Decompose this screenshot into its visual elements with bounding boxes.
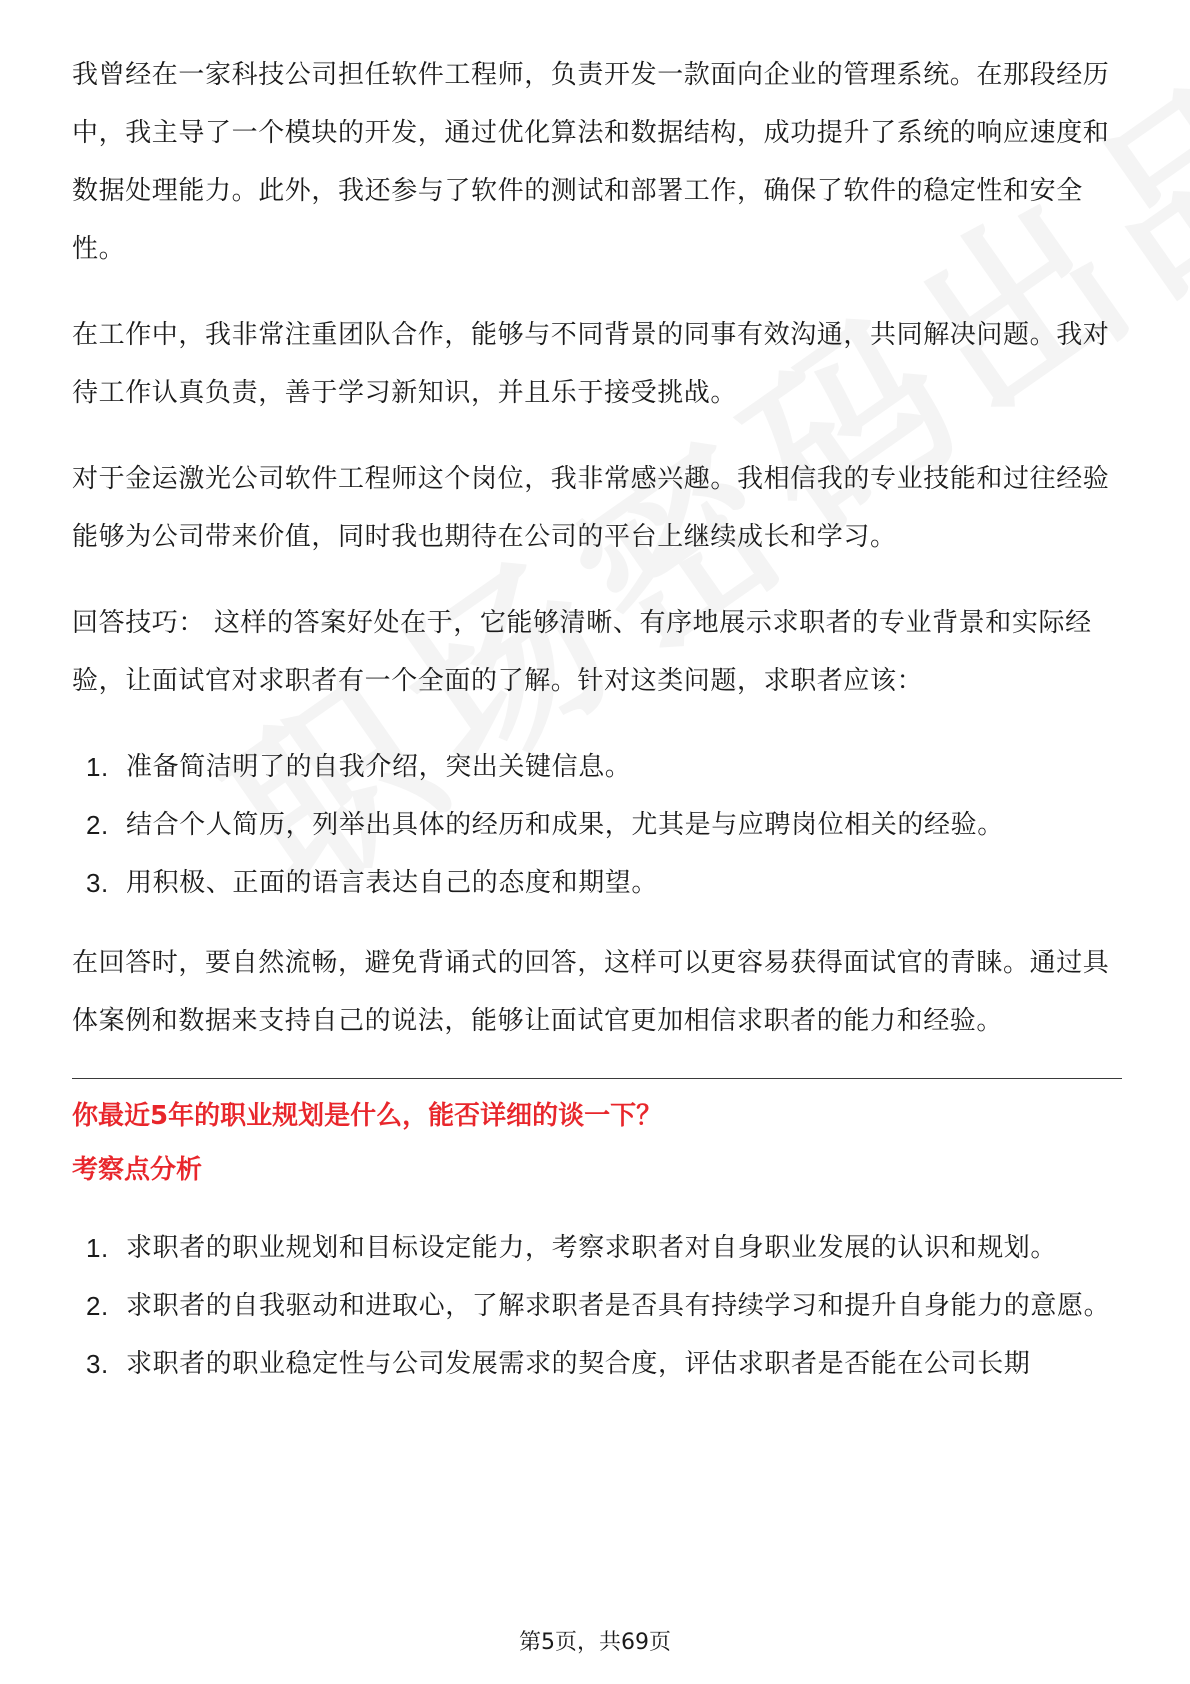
analysis-points-list — [72, 1219, 1122, 1393]
tips-list — [72, 738, 1122, 912]
section-divider — [72, 1078, 1122, 1079]
list-number: 2. — [86, 1291, 109, 1321]
list-number: 1. — [86, 1233, 109, 1263]
paragraph-interest: 对于金运激光公司软件工程师这个岗位，我非常感兴趣。我相信我的专业技能和过往经验能够为公司带来价值，同时我也期待在公司的平台上继续成长和学习。 — [72, 464, 1110, 552]
list-item-text: 结合个人简历，列举出具体的经历和成果，尤其是与应聘岗位相关的经验。 — [126, 810, 1004, 840]
list-item-text: 用积极、正面的语言表达自己的态度和期望。 — [126, 868, 659, 898]
list-number: 3. — [86, 1349, 109, 1379]
list-item — [72, 1219, 1122, 1277]
list-number: 1. — [86, 752, 109, 782]
paragraph-answer-tips: 回答技巧： 这样的答案好处在于，它能够清晰、有序地展示求职者的专业背景和实际经验，让面试官对求职者有一个全面的了解。针对这类问题，求职者应该： — [72, 608, 1092, 696]
list-item-text: 准备简洁明了的自我介绍，突出关键信息。 — [126, 752, 632, 782]
question-subtitle: 考察点分析 — [72, 1155, 203, 1185]
list-item-text: 求职者的自我驱动和进取心，了解求职者是否具有持续学习和提升自身能力的意愿。 — [126, 1291, 1111, 1321]
paragraph-closing: 在回答时，要自然流畅，避免背诵式的回答，这样可以更容易获得面试官的青睐。通过具体案例和数据来支持自己的说法，能够让面试官更加相信求职者的能力和经验。 — [72, 948, 1110, 1036]
page-footer: 第5页，共69页 — [519, 1630, 671, 1655]
list-item — [72, 854, 1122, 912]
list-number: 2. — [86, 810, 109, 840]
list-item — [72, 1335, 1122, 1393]
list-item-text: 求职者的职业稳定性与公司发展需求的契合度，评估求职者是否能在公司长期 — [126, 1349, 1031, 1379]
paragraph-experience: 我曾经在一家科技公司担任软件工程师，负责开发一款面向企业的管理系统。在那段经历中，我主导了一个模块的开发，通过优化算法和数据结构，成功提升了系统的响应速度和数据处理能力。此外，我还参与了软件的测试和部署工作，确保了软件的稳定性和安全性。 — [72, 60, 1110, 264]
list-item — [72, 1277, 1122, 1335]
paragraph-teamwork: 在工作中，我非常注重团队合作，能够与不同背景的同事有效沟通，共同解决问题。我对待工作认真负责，善于学习新知识，并且乐于接受挑战。 — [72, 320, 1110, 408]
list-item — [72, 738, 1122, 796]
document-page — [72, 46, 1122, 1415]
list-item-text: 求职者的职业规划和目标设定能力，考察求职者对自身职业发展的认识和规划。 — [126, 1233, 1058, 1263]
list-number: 3. — [86, 868, 109, 898]
question-title: 你最近5年的职业规划是什么，能否详细的谈一下？ — [72, 1101, 663, 1131]
list-item — [72, 796, 1122, 854]
